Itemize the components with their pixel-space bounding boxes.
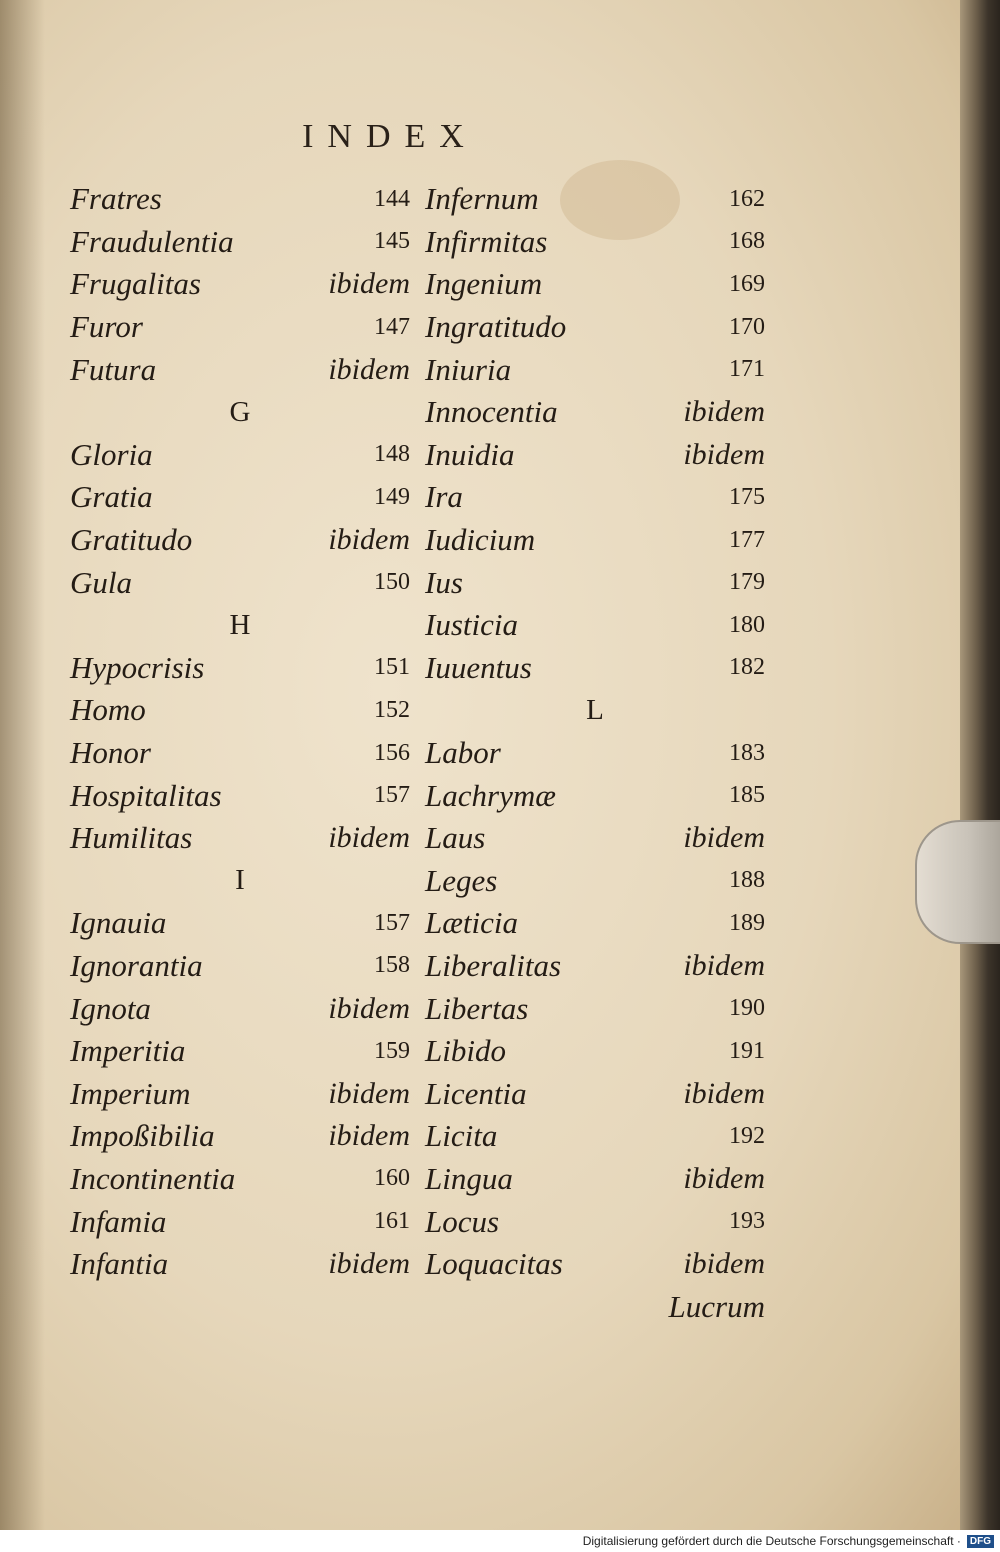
page-reference: 171 bbox=[729, 356, 765, 383]
index-entry bbox=[425, 732, 765, 775]
index-entry bbox=[70, 476, 410, 519]
index-term: Infernum bbox=[425, 181, 539, 217]
page-reference: ibidem bbox=[683, 821, 765, 855]
section-letter bbox=[425, 689, 765, 732]
index-entry bbox=[70, 1200, 410, 1243]
page-reference: ibidem bbox=[683, 437, 765, 471]
index-term: Lachrymæ bbox=[425, 777, 556, 813]
index-entry bbox=[425, 1115, 765, 1158]
page-reference: 160 bbox=[374, 1165, 410, 1192]
section-letter-label: G bbox=[229, 395, 251, 428]
funding-credit: Digitalisierung gefördert durch die Deutsche Forschungsgemeinschaft · bbox=[582, 1534, 961, 1548]
page-reference: 168 bbox=[729, 228, 765, 255]
index-entry bbox=[70, 434, 410, 477]
index-entry bbox=[70, 1072, 410, 1115]
section-letter bbox=[70, 391, 410, 434]
page-reference: ibidem bbox=[328, 1119, 410, 1153]
index-term: Gula bbox=[70, 564, 132, 600]
index-term: Iuuentus bbox=[425, 649, 532, 685]
page-reference: 188 bbox=[729, 867, 765, 894]
index-entry bbox=[425, 817, 765, 860]
index-term: Ius bbox=[425, 564, 463, 600]
index-term: Hypocrisis bbox=[70, 649, 205, 685]
index-term: Loquacitas bbox=[425, 1246, 563, 1282]
index-term: Infantia bbox=[70, 1246, 169, 1282]
index-term: Licentia bbox=[425, 1075, 527, 1111]
page-reference: 157 bbox=[374, 782, 410, 809]
index-entry bbox=[70, 1243, 410, 1286]
dfg-logo: DFG bbox=[967, 1535, 994, 1548]
index-entry bbox=[425, 1158, 765, 1201]
index-term: Ignota bbox=[70, 990, 151, 1026]
page-reference: 175 bbox=[729, 483, 765, 510]
index-entry bbox=[70, 519, 410, 562]
index-term: Locus bbox=[425, 1203, 500, 1239]
index-term: Ignauia bbox=[70, 905, 167, 941]
page-reference: 169 bbox=[729, 270, 765, 297]
page-reference: 159 bbox=[374, 1037, 410, 1064]
index-entry bbox=[425, 860, 765, 903]
page-reference: ibidem bbox=[683, 1247, 765, 1281]
page-reference: 151 bbox=[374, 654, 410, 681]
spine-shadow bbox=[0, 0, 45, 1530]
index-entry bbox=[70, 774, 410, 817]
index-term: Honor bbox=[70, 735, 151, 771]
index-term: Leges bbox=[425, 862, 498, 898]
index-entry bbox=[425, 1072, 765, 1115]
page-reference: ibidem bbox=[683, 395, 765, 429]
index-entry bbox=[70, 945, 410, 988]
index-term: Liberalitas bbox=[425, 947, 562, 983]
index-term: Fratres bbox=[70, 181, 162, 217]
page-reference: 149 bbox=[374, 483, 410, 510]
index-entry bbox=[425, 774, 765, 817]
index-term: Infirmitas bbox=[425, 223, 548, 259]
index-entry bbox=[70, 221, 410, 264]
index-column-right bbox=[425, 178, 765, 1328]
index-entry bbox=[425, 221, 765, 264]
index-term: Imperitia bbox=[70, 1033, 186, 1069]
index-entry bbox=[70, 647, 410, 690]
index-term: Innocentia bbox=[425, 394, 558, 430]
index-entry bbox=[70, 1115, 410, 1158]
page-reference: 156 bbox=[374, 739, 410, 766]
catchword: Lucrum bbox=[668, 1288, 765, 1324]
index-term: Frugalitas bbox=[70, 266, 201, 302]
index-entry bbox=[425, 945, 765, 988]
section-letter-label: I bbox=[235, 864, 245, 897]
index-entry bbox=[70, 902, 410, 945]
index-entry bbox=[425, 902, 765, 945]
page-reference: ibidem bbox=[328, 352, 410, 386]
index-entry bbox=[425, 306, 765, 349]
index-term: Libido bbox=[425, 1033, 506, 1069]
index-term: Lingua bbox=[425, 1160, 513, 1196]
index-term: Libertas bbox=[425, 990, 529, 1026]
index-term: Futura bbox=[70, 351, 157, 387]
index-term: Ira bbox=[425, 479, 463, 515]
index-term: Læticia bbox=[425, 905, 519, 941]
page-reference: 157 bbox=[374, 909, 410, 936]
index-entry bbox=[425, 647, 765, 690]
index-term: Fraudulentia bbox=[70, 223, 234, 259]
page-reference: ibidem bbox=[328, 821, 410, 855]
section-letter bbox=[70, 860, 410, 903]
index-entry bbox=[425, 348, 765, 391]
page-reference: ibidem bbox=[328, 1076, 410, 1110]
index-entry bbox=[70, 263, 410, 306]
page-reference: 189 bbox=[729, 909, 765, 936]
index-entry bbox=[425, 1200, 765, 1243]
index-term: Ignorantia bbox=[70, 947, 203, 983]
page-heading: INDEX bbox=[302, 118, 478, 155]
page-reference: 183 bbox=[729, 739, 765, 766]
section-letter-label: H bbox=[229, 608, 251, 641]
index-term: Homo bbox=[70, 692, 146, 728]
page-reference: 170 bbox=[729, 313, 765, 340]
page-reference: ibidem bbox=[328, 523, 410, 557]
page-reference: 148 bbox=[374, 441, 410, 468]
index-term: Gloria bbox=[70, 436, 153, 472]
index-term: Licita bbox=[425, 1118, 498, 1154]
page-reference: 161 bbox=[374, 1208, 410, 1235]
page-reference: 190 bbox=[729, 995, 765, 1022]
page-reference: 152 bbox=[374, 696, 410, 723]
page-reference: ibidem bbox=[328, 267, 410, 301]
index-entry bbox=[70, 689, 410, 732]
page-reference: 182 bbox=[729, 654, 765, 681]
page-reference: 193 bbox=[729, 1208, 765, 1235]
page-reference: 177 bbox=[729, 526, 765, 553]
page-reference: ibidem bbox=[683, 1076, 765, 1110]
page-reference: 179 bbox=[729, 569, 765, 596]
index-column-left bbox=[70, 178, 410, 1285]
index-term: Ingratitudo bbox=[425, 309, 567, 345]
index-entry bbox=[425, 476, 765, 519]
index-entry bbox=[425, 561, 765, 604]
index-entry bbox=[425, 519, 765, 562]
index-entry bbox=[425, 391, 765, 434]
index-entry bbox=[70, 987, 410, 1030]
index-entry bbox=[70, 178, 410, 221]
index-term: Hospitalitas bbox=[70, 777, 222, 813]
page-reference: ibidem bbox=[328, 991, 410, 1025]
index-entry bbox=[425, 987, 765, 1030]
index-term: Imperium bbox=[70, 1075, 191, 1111]
index-entry bbox=[425, 178, 765, 221]
index-entry bbox=[425, 1030, 765, 1073]
book-fore-edge bbox=[960, 0, 1000, 1530]
index-entry bbox=[425, 263, 765, 306]
index-term: Laus bbox=[425, 820, 486, 856]
index-term: Furor bbox=[70, 309, 143, 345]
index-entry bbox=[70, 1158, 410, 1201]
page-reference: 150 bbox=[374, 569, 410, 596]
index-term: Humilitas bbox=[70, 820, 193, 856]
index-term: Ingenium bbox=[425, 266, 543, 302]
page-reference: 145 bbox=[374, 228, 410, 255]
index-term: Iusticia bbox=[425, 607, 518, 643]
page-reference: 162 bbox=[729, 185, 765, 212]
page-reference: 180 bbox=[729, 611, 765, 638]
page-reference: 191 bbox=[729, 1037, 765, 1064]
page-reference: 144 bbox=[374, 185, 410, 212]
index-term: Iniuria bbox=[425, 351, 512, 387]
index-term: Incontinentia bbox=[70, 1160, 236, 1196]
index-entry bbox=[70, 1030, 410, 1073]
page-reference: ibidem bbox=[683, 1161, 765, 1195]
page-reference: 185 bbox=[729, 782, 765, 809]
page-reference: ibidem bbox=[683, 948, 765, 982]
digitization-footer bbox=[0, 1530, 1000, 1552]
index-entry bbox=[425, 604, 765, 647]
page-clip bbox=[915, 820, 1000, 944]
section-letter-label: L bbox=[586, 693, 604, 726]
index-term: Labor bbox=[425, 735, 501, 771]
index-term: Iudicium bbox=[425, 522, 536, 558]
section-letter bbox=[70, 604, 410, 647]
index-entry bbox=[70, 348, 410, 391]
catchword-row bbox=[425, 1285, 765, 1328]
index-entry bbox=[425, 434, 765, 477]
index-entry bbox=[70, 817, 410, 860]
index-entry bbox=[70, 732, 410, 775]
index-term: Gratitudo bbox=[70, 522, 193, 558]
index-entry bbox=[425, 1243, 765, 1286]
page-reference: 158 bbox=[374, 952, 410, 979]
index-term: Inuidia bbox=[425, 436, 515, 472]
page-reference: 147 bbox=[374, 313, 410, 340]
page-reference: ibidem bbox=[328, 1247, 410, 1281]
page-reference: 192 bbox=[729, 1122, 765, 1149]
index-entry bbox=[70, 306, 410, 349]
index-term: Impoßibilia bbox=[70, 1118, 215, 1154]
index-term: Infamia bbox=[70, 1203, 167, 1239]
index-term: Gratia bbox=[70, 479, 153, 515]
index-entry bbox=[70, 561, 410, 604]
